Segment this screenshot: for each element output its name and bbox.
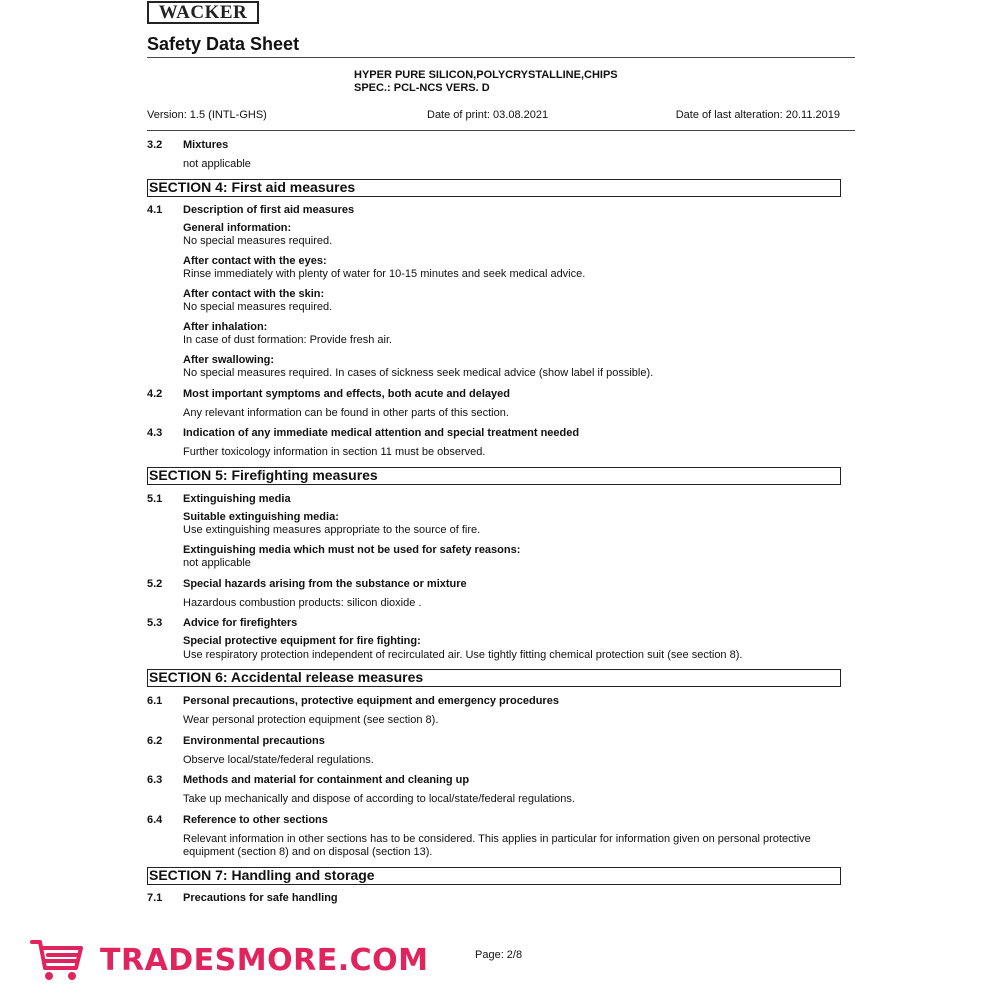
suitable-media [147,511,841,538]
text: not applicable [183,557,251,569]
paragraph: Relevant information in other sections has to be considered. This applies in particular for information given on personal protective equipment (section 8) and on disposal (section 13). [183,832,811,858]
subsection-heading: Precautions for safe handling [183,891,338,904]
document-body [147,137,841,904]
subsection-number: 5.2 [147,577,163,590]
paragraph: Further toxicology information in section 11 must be observed. [183,446,486,458]
subsection-heading: Methods and material for containment and cleaning up [183,774,470,786]
subsection-3-2 [147,139,841,151]
paragraph: Wear personal protection equipment (see section 8). [183,714,439,726]
version-label: Version: 1.5 (INTL-GHS) [147,109,267,121]
subsection-4-1 [147,204,841,216]
label: After contact with the skin: [183,287,325,300]
label: Special protective equipment for fire fighting: [183,635,421,647]
subsection-number: 6.3 [147,774,163,786]
subsection-number: 4.2 [147,387,163,400]
subsection-heading: Indication of any immediate medical attention and special treatment needed [183,427,580,439]
section-6-title: SECTION 6: Accidental release measures [147,669,841,687]
product-name [354,69,618,95]
subsection-5-1 [147,493,841,505]
text: In case of dust formation: Provide fresh air. [183,334,393,346]
subsection-5-3 [147,617,841,629]
subsection-number: 4.1 [147,203,163,216]
subsection-4-2 [147,388,841,400]
subsection-number: 7.1 [147,891,163,904]
subsection-heading: Special hazards arising from the substance or mixture [183,577,467,590]
paragraph: not applicable [183,158,251,170]
text: No special measures required. [183,235,333,247]
product-line-2: SPEC.: PCL-NCS VERS. D [354,82,490,94]
subsection-6-2 [147,735,841,747]
subsection-number: 3.2 [147,139,163,151]
product-line-1: HYPER PURE SILICON,POLYCRYSTALLINE,CHIPS [354,69,618,81]
paragraph: Any relevant information can be found in other parts of this section. [183,406,509,419]
logo-text: WACKER [158,1,248,23]
eye-contact [147,255,841,282]
subsection-5-2 [147,578,841,590]
label: General information: [183,221,292,234]
print-date: Date of print: 03.08.2021 [427,109,549,121]
subsection-number: 6.1 [147,695,163,707]
document-title: Safety Data Sheet [147,34,300,54]
text: No special measures required. [183,301,333,313]
subsection-heading: Mixtures [183,139,229,151]
subsection-6-3 [147,774,841,786]
alteration-date: Date of last alteration: 20.11.2019 [675,109,840,121]
label: Suitable extinguishing media: [183,510,339,523]
section-4-title: SECTION 4: First aid measures [147,179,841,197]
subsection-6-1 [147,695,841,707]
subsection-heading: Reference to other sections [183,813,328,826]
paragraph: Take up mechanically and dispose of according to local/state/federal regulations. [183,793,575,805]
general-info [147,222,841,249]
paragraph: Hazardous combustion products: silicon dioxide . [183,596,422,609]
wacker-logo [147,1,259,24]
meta-divider [147,130,855,131]
tradesmore-watermark [30,938,429,982]
firefighter-ppe [147,635,841,662]
label: After swallowing: [183,353,275,366]
label: After inhalation: [183,320,268,333]
label: After contact with the eyes: [183,254,327,267]
subsection-4-3 [147,427,841,439]
skin-contact [147,288,841,315]
text: Use extinguishing measures appropriate to the source of fire. [183,524,481,536]
subsection-number: 5.1 [147,492,163,505]
subsection-number: 5.3 [147,617,163,629]
page-number: Page: 2/8 [475,949,523,961]
subsection-number: 6.2 [147,734,163,747]
text: No special measures required. In cases of sickness seek medical advice (show label if possible). [183,367,654,379]
section-7-title: SECTION 7: Handling and storage [147,867,841,885]
text: Rinse immediately with plenty of water for 10-15 minutes and seek medical advice. [183,268,586,280]
watermark-text: TRADESMORE.COM [100,942,429,978]
subsection-heading: Environmental precautions [183,734,325,747]
paragraph: Observe local/state/federal regulations. [183,753,374,766]
subsection-number: 6.4 [147,813,163,826]
subsection-heading: Description of first aid measures [183,203,355,216]
inhalation [147,321,841,348]
subsection-heading: Most important symptoms and effects, both acute and delayed [183,387,510,400]
cart-icon [30,938,86,982]
section-5-title: SECTION 5: Firefighting measures [147,467,841,485]
subsection-heading: Extinguishing media [183,492,291,505]
header-divider [147,57,855,58]
subsection-6-4 [147,814,841,826]
label: Extinguishing media which must not be used for safety reasons: [183,543,521,556]
subsection-heading: Advice for firefighters [183,617,298,629]
unsuitable-media [147,544,841,571]
subsection-heading: Personal precautions, protective equipment and emergency procedures [183,695,559,707]
swallowing [147,354,841,381]
subsection-7-1 [147,892,841,904]
subsection-number: 4.3 [147,427,163,439]
text: Use respiratory protection independent of recirculated air. Use tightly fitting chemical protection suit (see section 8). [183,648,743,661]
